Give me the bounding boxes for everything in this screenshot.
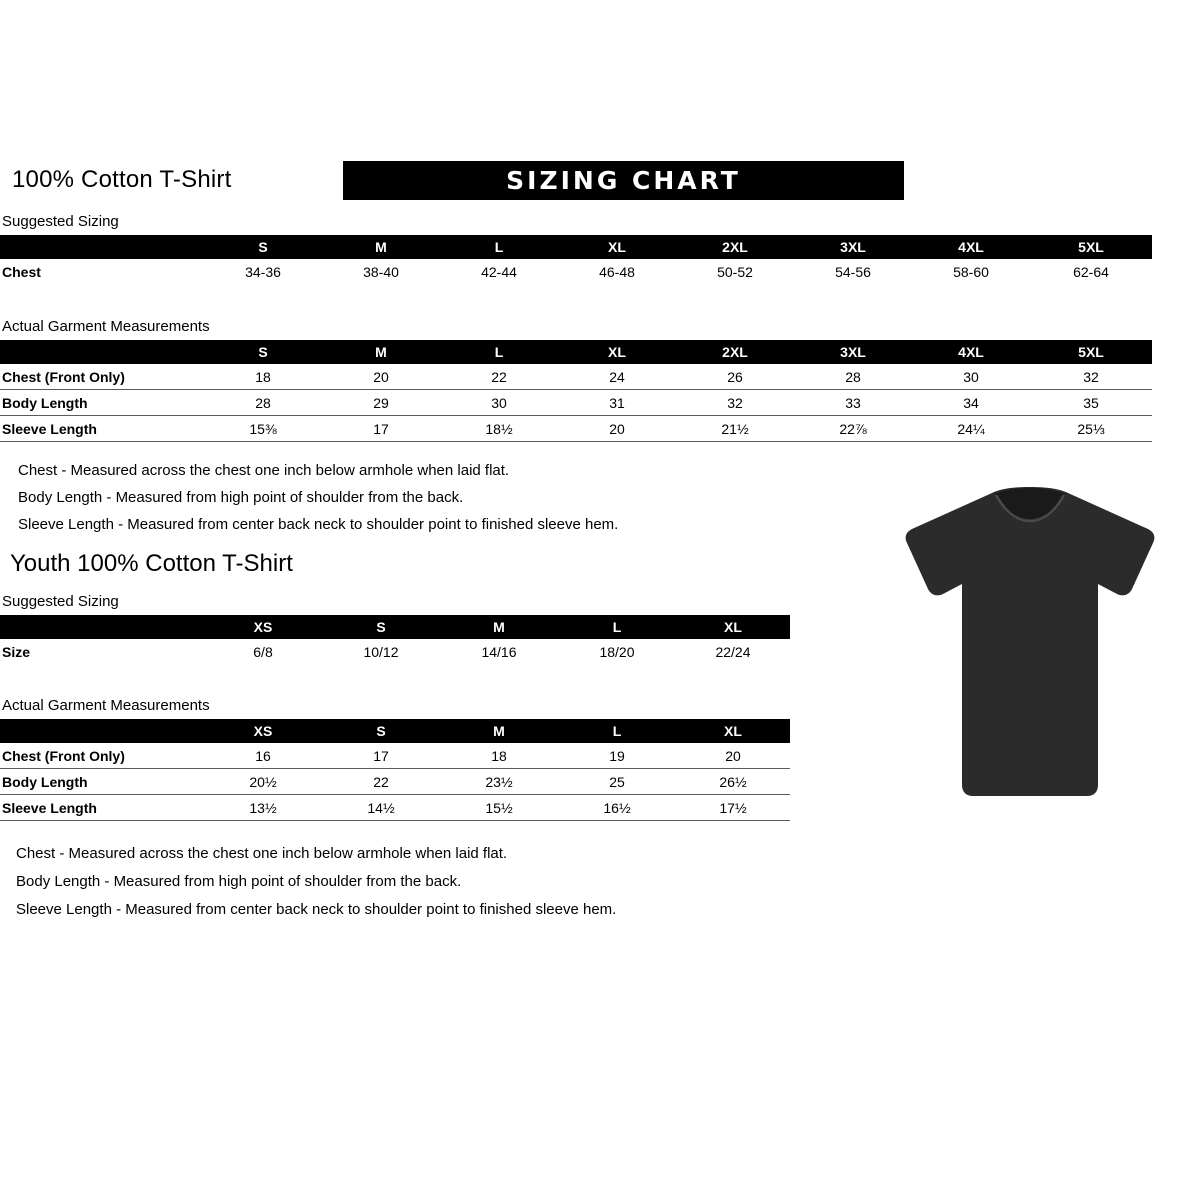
adult-section-title: 100% Cotton T-Shirt bbox=[12, 166, 232, 193]
youth-section-title: Youth 100% Cotton T-Shirt bbox=[10, 550, 293, 577]
cell: 20 bbox=[322, 364, 440, 390]
table-row bbox=[0, 259, 1152, 284]
cell: 14½ bbox=[322, 795, 440, 821]
adult-note-body-length: Body Length - Measured from high point of shoulder from the back. bbox=[18, 489, 464, 506]
cell: 10/12 bbox=[363, 643, 399, 660]
adult-suggested-sizing-label: Suggested Sizing bbox=[2, 213, 119, 230]
col-header: 2XL bbox=[722, 239, 748, 255]
sizing-chart-banner-label: SIZING CHART bbox=[506, 166, 741, 195]
col-header: S bbox=[376, 619, 386, 635]
cell: 24¼ bbox=[912, 416, 1030, 442]
col-header: L bbox=[494, 239, 504, 255]
col-header: S bbox=[376, 723, 386, 739]
adult-actual-measurements-table bbox=[0, 340, 1152, 442]
cell: 16 bbox=[204, 743, 322, 769]
col-header: M bbox=[493, 723, 505, 739]
col-header: L bbox=[612, 723, 622, 739]
youth-note-chest: Chest - Measured across the chest one inch below armhole when laid flat. bbox=[16, 845, 508, 862]
table-header-row bbox=[0, 719, 790, 743]
cell: 54-56 bbox=[835, 263, 871, 280]
cell: 32 bbox=[676, 390, 794, 416]
t-shirt-illustration bbox=[900, 485, 1160, 805]
cell: 17½ bbox=[676, 795, 790, 821]
youth-actual-measurements-table bbox=[0, 719, 790, 821]
col-header: M bbox=[375, 344, 387, 360]
table-row bbox=[0, 743, 790, 769]
col-header bbox=[0, 340, 204, 364]
cell: 28 bbox=[204, 390, 322, 416]
table-header-row bbox=[0, 615, 790, 639]
cell: 58-60 bbox=[953, 263, 989, 280]
col-header bbox=[0, 615, 204, 639]
cell: 20 bbox=[558, 416, 676, 442]
cell: 42-44 bbox=[481, 263, 517, 280]
cell: 26 bbox=[676, 364, 794, 390]
cell: 38-40 bbox=[363, 263, 399, 280]
col-header: 2XL bbox=[722, 344, 748, 360]
cell: 23½ bbox=[440, 769, 558, 795]
table-row bbox=[0, 639, 790, 664]
cell: 15⅜ bbox=[204, 416, 322, 442]
table-row bbox=[0, 795, 790, 821]
adult-note-chest: Chest - Measured across the chest one inch below armhole when laid flat. bbox=[18, 462, 510, 479]
cell: 22 bbox=[440, 364, 558, 390]
cell: 25 bbox=[558, 769, 676, 795]
cell: 21½ bbox=[676, 416, 794, 442]
row-label: Chest (Front Only) bbox=[0, 743, 204, 769]
sizing-chart-banner bbox=[343, 161, 904, 200]
adult-note-sleeve-length: Sleeve Length - Measured from center back neck to shoulder point to finished sleeve hem. bbox=[18, 516, 619, 533]
table-row bbox=[0, 416, 1152, 442]
cell: 13½ bbox=[204, 795, 322, 821]
col-header: XL bbox=[724, 723, 742, 739]
col-header: 3XL bbox=[840, 239, 866, 255]
cell: 62-64 bbox=[1073, 263, 1109, 280]
table-row bbox=[0, 390, 1152, 416]
table-header-row bbox=[0, 340, 1152, 364]
col-header: M bbox=[375, 239, 387, 255]
col-header: S bbox=[258, 239, 268, 255]
cell: 17 bbox=[322, 743, 440, 769]
col-header: XL bbox=[608, 344, 626, 360]
col-header: 4XL bbox=[958, 239, 984, 255]
youth-note-sleeve-length: Sleeve Length - Measured from center back neck to shoulder point to finished sleeve hem. bbox=[16, 901, 617, 918]
col-header: M bbox=[493, 619, 505, 635]
row-label: Body Length bbox=[0, 390, 204, 416]
cell: 17 bbox=[322, 416, 440, 442]
cell: 33 bbox=[794, 390, 912, 416]
youth-suggested-sizing-table bbox=[0, 615, 790, 664]
cell: 50-52 bbox=[717, 263, 753, 280]
col-header: L bbox=[612, 619, 622, 635]
cell: 24 bbox=[558, 364, 676, 390]
cell: 26½ bbox=[676, 769, 790, 795]
cell: 20 bbox=[676, 743, 790, 769]
row-label: Body Length bbox=[0, 769, 204, 795]
row-label: Chest (Front Only) bbox=[0, 364, 204, 390]
adult-suggested-sizing-table bbox=[0, 235, 1152, 284]
row-label: Sleeve Length bbox=[0, 795, 204, 821]
col-header bbox=[0, 235, 204, 259]
table-header-row bbox=[0, 235, 1152, 259]
col-header: 4XL bbox=[958, 344, 984, 360]
cell: 19 bbox=[558, 743, 676, 769]
col-header: XS bbox=[253, 723, 273, 739]
cell: 18/20 bbox=[599, 643, 635, 660]
col-header: 3XL bbox=[840, 344, 866, 360]
youth-note-body-length: Body Length - Measured from high point of shoulder from the back. bbox=[16, 873, 462, 890]
col-header: 5XL bbox=[1078, 239, 1104, 255]
cell: 46-48 bbox=[599, 263, 635, 280]
cell: 18½ bbox=[440, 416, 558, 442]
row-label: Size bbox=[2, 643, 31, 660]
cell: 18 bbox=[440, 743, 558, 769]
cell: 22 bbox=[322, 769, 440, 795]
t-shirt-icon bbox=[900, 485, 1160, 805]
cell: 30 bbox=[912, 364, 1030, 390]
col-header: XL bbox=[724, 619, 742, 635]
cell: 34-36 bbox=[245, 263, 281, 280]
col-header: XS bbox=[253, 619, 273, 635]
adult-actual-measurements-label: Actual Garment Measurements bbox=[2, 318, 210, 335]
cell: 34 bbox=[912, 390, 1030, 416]
cell: 16½ bbox=[558, 795, 676, 821]
cell: 22/24 bbox=[715, 643, 751, 660]
col-header: S bbox=[258, 344, 268, 360]
table-row bbox=[0, 769, 790, 795]
cell: 18 bbox=[204, 364, 322, 390]
col-header: XL bbox=[608, 239, 626, 255]
col-header: L bbox=[494, 344, 504, 360]
youth-suggested-sizing-label: Suggested Sizing bbox=[2, 593, 119, 610]
cell: 31 bbox=[558, 390, 676, 416]
cell: 29 bbox=[322, 390, 440, 416]
cell: 30 bbox=[440, 390, 558, 416]
col-header: 5XL bbox=[1078, 344, 1104, 360]
row-label: Chest bbox=[2, 263, 41, 280]
cell: 28 bbox=[794, 364, 912, 390]
cell: 35 bbox=[1030, 390, 1152, 416]
youth-actual-measurements-label: Actual Garment Measurements bbox=[2, 697, 210, 714]
table-row bbox=[0, 364, 1152, 390]
cell: 22⅞ bbox=[794, 416, 912, 442]
row-label: Sleeve Length bbox=[0, 416, 204, 442]
cell: 32 bbox=[1030, 364, 1152, 390]
cell: 14/16 bbox=[481, 643, 517, 660]
cell: 25⅓ bbox=[1030, 416, 1152, 442]
cell: 20½ bbox=[204, 769, 322, 795]
col-header bbox=[0, 719, 204, 743]
cell: 15½ bbox=[440, 795, 558, 821]
cell: 6/8 bbox=[253, 643, 273, 660]
